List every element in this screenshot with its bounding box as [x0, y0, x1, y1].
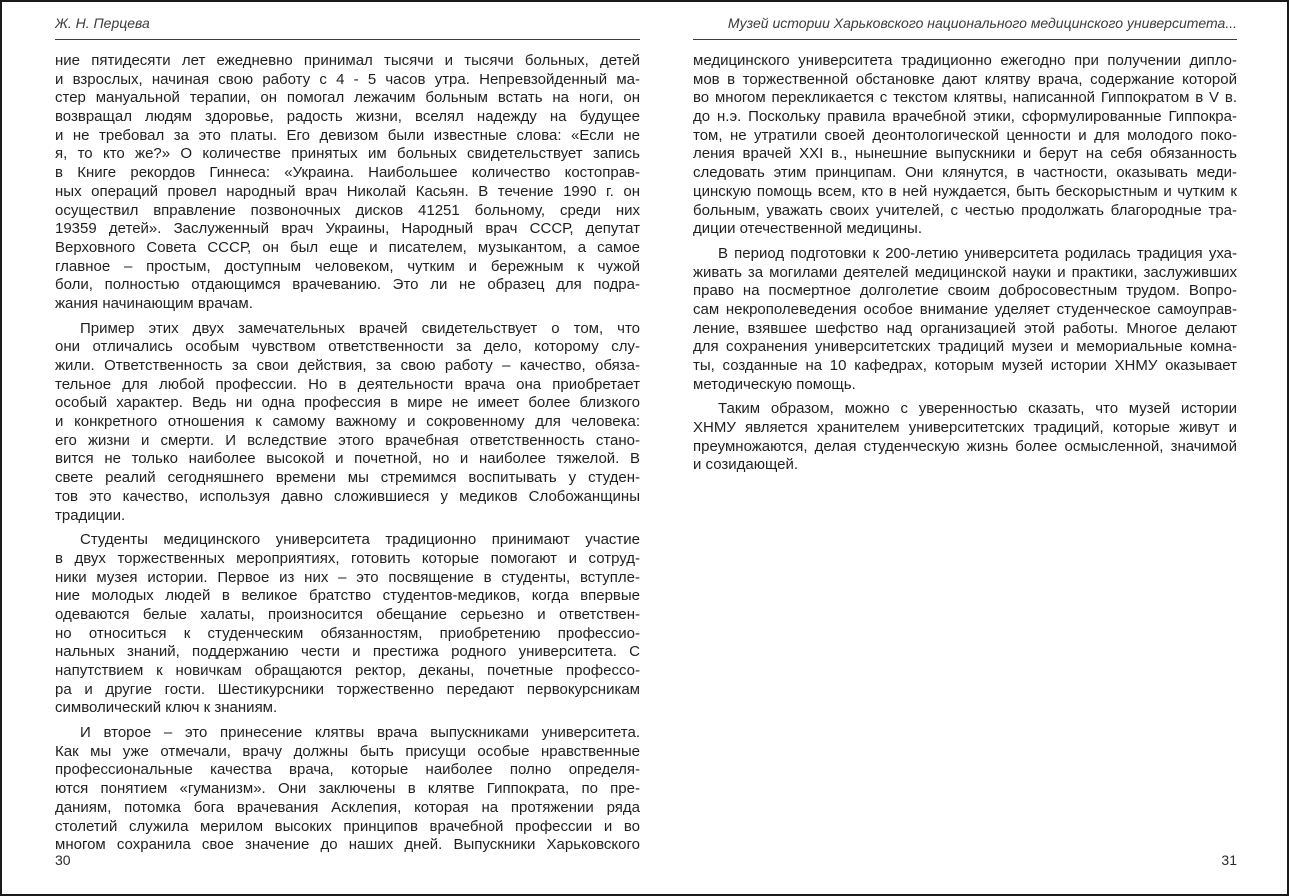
text-line: даниям, потомка бога врачевания Асклепия, которая на протяжении ряда [55, 798, 640, 816]
text-line: ХНМУ является хранителем университетских традиций, которые живут и [693, 419, 1237, 437]
text-line: методическую помощь. [693, 375, 856, 393]
text-line: В период подготовки к 200-летию университета родилась традиция уха- [718, 244, 1237, 262]
text-line: ники музея истории. Первое из них – это посвящение в студенты, вступле- [55, 568, 640, 586]
text-line: Студенты медицинского университета традиционно принимают участие [80, 531, 640, 549]
paragraph [55, 52, 640, 314]
text-line: ние пятидесяти лет ежедневно принимал тысячи и тысячи больных, детей [55, 52, 640, 69]
text-line: главное – простым, доступным человеком, чутким и бережным к чужой [55, 257, 640, 275]
text-line: ра и другие гости. Шестикурсники торжественно передают первокурсникам [55, 680, 640, 698]
paragraph [693, 52, 1237, 239]
page-body-right [693, 52, 1237, 475]
text-line: ются понятием «гуманизм». Они заключены в клятве Гиппократа, по пре- [55, 780, 640, 798]
text-line: осуществил вправление позвоночных дисков 41251 больному, среди них [55, 201, 640, 219]
text-line: следовать этим принципам. Они клянутся, в частности, оказывать меди- [693, 164, 1237, 182]
text-line: и взрослых, начиная свою работу с 4 - 5 часов утра. Непревзойденный ма- [55, 70, 640, 88]
text-line: его жизни и смерти. И вследствие этого врачебная ответственность стано- [55, 431, 640, 449]
text-line: особый характер. Ведь ни одна профессия в мире не имеет более близкого [55, 394, 640, 412]
text-line: ние молодых людей в великое братство студентов-медиков, когда впервые [55, 587, 640, 605]
text-line: стер мануальной терапии, он помогал лежачим больным встать на ноги, он [55, 89, 640, 107]
text-line: боли, полностью отдающимся врачеванию. Это ли не образец для подра- [55, 276, 640, 294]
text-line: они отличались особым чувством ответственности за дело, которому слу- [55, 338, 640, 356]
text-line: символический ключ к знаниям. [55, 699, 278, 717]
running-header-title: Музей истории Харьковского национального медицинского университета... [727, 15, 1237, 31]
paragraph [55, 320, 640, 526]
text-line: напутствием к новичкам обращаются ректор, деканы, почетные профессо- [55, 662, 640, 679]
text-line: одеваются белые халаты, произносится обещание серьезно и ответствен- [55, 605, 640, 623]
page-body-left [55, 52, 640, 855]
running-header-author: Ж. Н. Перцева [55, 15, 150, 31]
text-line: живать за могилами деятелей медицинской науки и практики, заслуживших [693, 263, 1237, 281]
text-line: 19359 детей». Заслуженный врач Украины, Народный врач СССР, депутат [55, 220, 640, 238]
text-line: том, не утратили своей деонтологической ценности и для молодого поко- [693, 126, 1237, 144]
text-line: И второе – это принесение клятвы врача выпускниками университета. [80, 724, 640, 742]
header-rule-right [693, 39, 1237, 40]
paragraph [693, 400, 1237, 475]
text-line: Как мы уже отмечали, врачу должны быть присущи особые нравственные [55, 742, 640, 760]
paragraph [693, 245, 1237, 395]
text-line: но относиться к студенческим обязанностям, приобретению профессио- [55, 624, 640, 642]
text-line: многом сохранила свое значение до наших дней. Выпускники Харьковского [55, 836, 640, 854]
text-line: для сохранения университетских традиций музеи и мемориальные комна- [693, 338, 1237, 356]
text-line: возвращал людям здоровье, радость жизни, вселял надежду на будущее [55, 108, 640, 126]
text-line: нальных знаний, поддержанию чести и престижа родного университета. С [55, 643, 640, 661]
text-line: и не требовал за это платы. Его девизом были известные слова: «Если не [55, 126, 640, 144]
text-line: больным, уважать своих учителей, с честью продолжать благородные тра- [693, 201, 1237, 219]
text-line: Верховного Совета СССР, он был еще и писателем, музыкантом, а самое [55, 238, 640, 256]
text-line: Пример этих двух замечательных врачей свидетельствует о том, что [80, 319, 640, 337]
text-line: в Книге рекордов Гиннеса: «Украина. Наибольшее количество костоправ- [55, 164, 640, 182]
text-line: я, то кто же?» О количестве принятых им больных свидетельствует запись [55, 145, 640, 163]
paragraph [55, 724, 640, 855]
text-line: и созидающей. [693, 456, 799, 474]
page-number-left: 30 [55, 852, 71, 868]
header-rule-left [55, 39, 640, 40]
text-line: жания начинающим врачам. [55, 294, 253, 312]
text-line: Таким образом, можно с уверенностью сказать, что музей истории [718, 400, 1237, 418]
text-line: право на посмертное долголетие своим добросовестным трудом. Вопро- [693, 282, 1237, 300]
page-number-right: 31 [1221, 852, 1237, 868]
paragraph [55, 531, 640, 718]
text-line: в двух торжественных мероприятиях, готовить которые помогают и сотруд- [55, 549, 640, 567]
text-line: и конкретного отношения к самому важному и сокровенному для человека: [55, 413, 640, 431]
text-line: мов в торжественной обстановке дают клятву врача, содержание которой [693, 70, 1237, 88]
text-line: ления врачей XXI в., нынешние выпускники и берут на себя обязанность [693, 145, 1237, 163]
text-line: традиции. [55, 506, 126, 524]
text-line: сам некрополеведения особое внимание уделяет студенческое самоуправ- [693, 300, 1237, 318]
text-line: свете реалий сегодняшнего времени мы стремимся воспитывать у студен- [55, 469, 640, 487]
text-line: вится не только наиболее высокой и почетной, но и наиболее тяжелой. В [55, 450, 640, 468]
text-line: медицинского университета традиционно ежегодно при получении дипло- [693, 52, 1237, 69]
text-line: жили. Ответственность за свои действия, за свою работу – качество, обяза- [55, 357, 640, 374]
text-line: до н.э. Поскольку правила врачебной этики, сформулированные Гиппокра- [693, 108, 1237, 126]
text-line: во многом перекликается с текстом клятвы, написанной Гиппократом в V в. [693, 89, 1237, 107]
text-line: тельное для любой профессии. Но в деятельности врача она приобретает [55, 375, 640, 393]
page-left [55, 14, 640, 874]
text-line: диции отечественной медицины. [693, 220, 922, 238]
text-line: ты, созданные на 10 кафедрах, которым музей истории ХНМУ оказывает [693, 357, 1237, 374]
text-line: ление, взявшее шефство над организацией этой работы. Многое делают [693, 319, 1237, 337]
text-line: преумножаются, делая студенческую жизнь более осмысленной, значимой [693, 437, 1237, 455]
text-line: тов это качество, используя давно сложившиеся у медиков Слобожанщины [55, 487, 640, 505]
text-line: профессиональные качества врача, которые наиболее полно определя- [55, 761, 640, 779]
text-line: ных операций провел народный врач Николай Касьян. В течение 1990 г. он [55, 182, 640, 200]
text-line: столетий служила мерилом высоких принципов врачебной профессии и во [55, 817, 640, 835]
text-line: цинскую помощь всем, кто в ней нуждается, быть бескорыстным и чутким к [693, 182, 1237, 200]
page-right [693, 14, 1237, 874]
